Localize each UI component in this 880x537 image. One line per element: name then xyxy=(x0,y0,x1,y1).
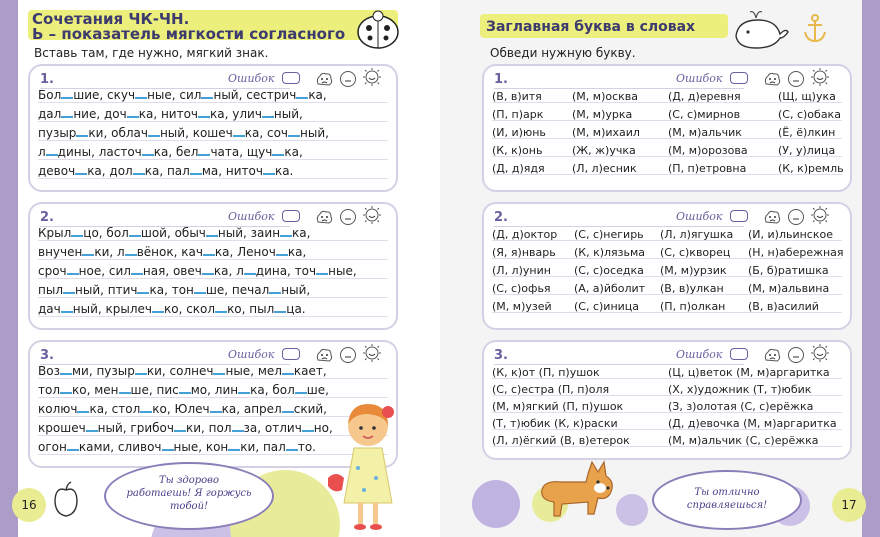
exercise-number: 2. xyxy=(494,210,508,225)
answer-blank[interactable] xyxy=(71,226,83,237)
answer-blank[interactable] xyxy=(162,440,174,451)
answer-blank[interactable] xyxy=(127,107,139,118)
error-label: Ошибок xyxy=(228,210,275,223)
sad-face-icon xyxy=(762,346,782,364)
neutral-face-icon xyxy=(786,346,806,364)
answer-blank[interactable] xyxy=(67,264,79,275)
error-count-box[interactable] xyxy=(282,72,300,84)
corgi-illustration xyxy=(536,460,620,526)
phrase-cell: (Д, д)евочка (М, м)аргаритка xyxy=(668,417,837,430)
word-cell: (Ё, ё)лкин xyxy=(778,126,836,139)
word-cell: (В, в)улкан xyxy=(660,282,724,295)
answer-blank[interactable] xyxy=(213,364,225,375)
word-cell: (Я, я)нварь xyxy=(492,246,556,259)
whale-icon xyxy=(730,6,790,50)
phrase-cell: (К, к)от (П, п)ушок xyxy=(492,366,600,379)
happy-sun-icon xyxy=(810,344,830,362)
word-cell: (Ж, ж)учка xyxy=(572,144,636,157)
answer-blank[interactable] xyxy=(61,302,73,313)
word-cell: (М, м)узей xyxy=(492,300,552,313)
answer-blank[interactable] xyxy=(60,383,72,394)
word-cell: (С, с)мирнов xyxy=(668,108,741,121)
phrase-cell: (Ц, ц)веток (М, м)аргаритка xyxy=(668,366,830,379)
ruled-line xyxy=(38,297,388,298)
praise-text: Ты здорово работаешь! Я горжусь тобой! xyxy=(126,475,252,512)
sad-face-icon xyxy=(762,70,782,88)
word-cell: (П, п)олкан xyxy=(660,300,726,313)
answer-blank[interactable] xyxy=(302,421,314,432)
answer-blank[interactable] xyxy=(198,107,210,118)
exercise-line: крошеч ный, грибоч ки, пол за, отлич но, xyxy=(38,421,333,435)
ruled-line xyxy=(38,159,388,160)
word-cell: (С, с)негирь xyxy=(574,228,644,241)
girl-illustration xyxy=(328,398,408,533)
anchor-icon xyxy=(802,14,828,44)
answer-blank[interactable] xyxy=(210,402,222,413)
word-cell: (Д, д)ядя xyxy=(492,162,545,175)
happy-sun-icon xyxy=(810,206,830,224)
word-cell: (С, с)кворец xyxy=(660,246,731,259)
answer-blank[interactable] xyxy=(46,145,58,156)
right-edge-strip xyxy=(862,0,880,537)
ruled-line xyxy=(38,121,388,122)
ruled-line xyxy=(38,316,388,317)
exercise-line: колюч ка, стол ко, Юлеч ка, апрел ский, xyxy=(38,402,327,416)
neutral-face-icon xyxy=(786,208,806,226)
exercise-card-1 xyxy=(482,64,852,192)
answer-blank[interactable] xyxy=(282,402,294,413)
instruction: Обведи нужную букву. xyxy=(490,46,636,60)
neutral-face-icon xyxy=(338,208,358,226)
answer-blank[interactable] xyxy=(262,107,274,118)
word-cell: (Щ, щ)ука xyxy=(778,90,836,103)
word-cell: (Н, н)абережная xyxy=(748,246,844,259)
word-cell: (С, с)офья xyxy=(492,282,551,295)
word-cell: (К, к)онь xyxy=(492,144,543,157)
answer-blank[interactable] xyxy=(142,145,154,156)
error-label: Ошибок xyxy=(676,210,723,223)
phrase-cell: (Х, х)удожник (Т, т)юбик xyxy=(668,383,812,396)
decor-blob xyxy=(616,494,648,526)
answer-blank[interactable] xyxy=(263,164,275,175)
page-title-line2: Ь – показатель мягкости согласного xyxy=(32,25,346,43)
neutral-face-icon xyxy=(786,70,806,88)
exercise-number: 1. xyxy=(40,72,54,87)
exercise-line: Бол шие, скуч ные, сил ный, сестрич ка, xyxy=(38,88,327,102)
exercise-card-1 xyxy=(28,64,398,192)
answer-blank[interactable] xyxy=(60,364,72,375)
answer-blank[interactable] xyxy=(316,264,328,275)
error-count-box[interactable] xyxy=(730,210,748,222)
answer-blank[interactable] xyxy=(148,126,160,137)
phrase-cell: (Л, л)ёгкий (В, в)етерок xyxy=(492,434,630,447)
page-number: 17 xyxy=(832,488,866,522)
exercise-line: Крыл цо, бол шой, обыч ный, заин ка, xyxy=(38,226,311,240)
word-cell: (Л, л)есник xyxy=(572,162,637,175)
decor-blob xyxy=(472,480,520,528)
answer-blank[interactable] xyxy=(286,440,298,451)
exercise-line: пузыр ки, облач ный, кошеч ка, соч ный, xyxy=(38,126,329,140)
answer-blank[interactable] xyxy=(228,440,240,451)
answer-blank[interactable] xyxy=(135,364,147,375)
left-edge-strip xyxy=(0,0,18,537)
answer-blank[interactable] xyxy=(296,88,308,99)
word-cell: (М, м)альвина xyxy=(748,282,830,295)
sad-face-icon xyxy=(314,346,334,364)
exercise-line: сроч ное, сил ная, овеч ка, л дина, точ ные, xyxy=(38,264,357,278)
answer-blank[interactable] xyxy=(140,402,152,413)
happy-sun-icon xyxy=(362,344,382,362)
exercise-number: 3. xyxy=(40,348,54,363)
answer-blank[interactable] xyxy=(133,164,145,175)
answer-blank[interactable] xyxy=(119,383,131,394)
sad-face-icon xyxy=(762,208,782,226)
answer-blank[interactable] xyxy=(295,383,307,394)
error-label: Ошибок xyxy=(676,72,723,85)
answer-blank[interactable] xyxy=(269,283,281,294)
word-cell: (С, с)иница xyxy=(574,300,640,313)
answer-blank[interactable] xyxy=(272,145,284,156)
phrase-cell: (Т, т)юбик (К, к)раски xyxy=(492,417,618,430)
sad-face-icon xyxy=(314,70,334,88)
word-cell: (И, и)льинское xyxy=(748,228,833,241)
word-cell: (И, и)юнь xyxy=(492,126,546,139)
exercise-line: дал ние, доч ка, ниточ ка, улич ный, xyxy=(38,107,303,121)
answer-blank[interactable] xyxy=(129,226,141,237)
phrase-cell: (З, з)олотая (С, с)ерёжка xyxy=(668,400,814,413)
exercise-line: тол ко, мен ше, пис мо, лин ка, бол ше, xyxy=(38,383,329,397)
answer-blank[interactable] xyxy=(86,421,98,432)
ruled-line xyxy=(38,259,388,260)
ruled-line xyxy=(38,278,388,279)
answer-blank[interactable] xyxy=(125,245,137,256)
exercise-card-2 xyxy=(482,202,852,330)
answer-blank[interactable] xyxy=(63,283,75,294)
page-title-line1: Сочетания ЧК-ЧН. xyxy=(32,10,190,28)
word-cell: (Л, л)ягушка xyxy=(660,228,734,241)
error-label: Ошибок xyxy=(228,72,275,85)
error-count-box[interactable] xyxy=(730,348,748,360)
answer-blank[interactable] xyxy=(135,88,147,99)
word-cell: (Б, б)ратишка xyxy=(748,264,829,277)
error-label: Ошибок xyxy=(676,348,723,361)
ladybug-icon xyxy=(355,8,401,50)
answer-blank[interactable] xyxy=(203,245,215,256)
exercise-line: пыл ный, птич ка, тон ше, печал ный, xyxy=(38,283,311,297)
exercise-line: огон ками, сливоч ные, кон ки, пал то. xyxy=(38,440,316,454)
answer-blank[interactable] xyxy=(131,264,143,275)
answer-blank[interactable] xyxy=(174,421,186,432)
page-title: Заглавная буква в словах xyxy=(486,19,696,35)
word-cell: (Д, д)октор xyxy=(492,228,558,241)
answer-blank[interactable] xyxy=(137,283,149,294)
word-cell: (С, с)обака xyxy=(778,108,841,121)
word-cell: (П, п)етровна xyxy=(668,162,747,175)
exercise-card-2 xyxy=(28,202,398,330)
ruled-line xyxy=(38,140,388,141)
exercise-line: Воз ми, пузыр ки, солнеч ные, мел кает, xyxy=(38,364,327,378)
exercise-line: л дины, ласточ ка, бел чата, щуч ка, xyxy=(38,145,303,159)
word-cell: (В, в)асилий xyxy=(748,300,819,313)
answer-blank[interactable] xyxy=(238,383,250,394)
ruled-line xyxy=(38,178,388,179)
word-cell: (М, м)альчик xyxy=(668,126,742,139)
number-underline xyxy=(494,88,744,89)
answer-blank[interactable] xyxy=(67,440,79,451)
answer-blank[interactable] xyxy=(233,126,245,137)
answer-blank[interactable] xyxy=(276,245,288,256)
word-cell: (М, м)орозова xyxy=(668,144,748,157)
neutral-face-icon xyxy=(338,346,358,364)
ruled-line xyxy=(38,102,388,103)
word-cell: (Д, д)еревня xyxy=(668,90,741,103)
answer-blank[interactable] xyxy=(198,145,210,156)
instruction: Вставь там, где нужно, мягкий знак. xyxy=(34,46,269,60)
phrase-cell: (М, м)ягкий (П, п)ушок xyxy=(492,400,624,413)
number-underline xyxy=(494,364,744,365)
word-cell: (У, у)лица xyxy=(778,144,836,157)
happy-sun-icon xyxy=(810,68,830,86)
error-label: Ошибок xyxy=(228,348,275,361)
word-cell: (М, м)ихаил xyxy=(572,126,640,139)
neutral-face-icon xyxy=(338,70,358,88)
happy-sun-icon xyxy=(362,206,382,224)
exercise-number: 1. xyxy=(494,72,508,87)
answer-blank[interactable] xyxy=(194,283,206,294)
exercise-line: дач ный, крылеч ко, скол ко, пыл ца. xyxy=(38,302,306,316)
error-count-box[interactable] xyxy=(282,348,300,360)
answer-blank[interactable] xyxy=(274,302,286,313)
apple-outline-icon xyxy=(52,480,80,520)
answer-blank[interactable] xyxy=(61,88,73,99)
error-count-box[interactable] xyxy=(730,72,748,84)
answer-blank[interactable] xyxy=(288,126,300,137)
answer-blank[interactable] xyxy=(202,264,214,275)
number-underline xyxy=(494,226,744,227)
phrase-cell: (М, м)альчик (С, с)ерёжка xyxy=(668,434,819,447)
exercise-card-3 xyxy=(482,340,852,460)
word-cell: (М, м)урка xyxy=(572,108,633,121)
word-cell: (С, с)оседка xyxy=(574,264,644,277)
ruled-line xyxy=(38,378,388,379)
exercise-line: внучен ки, л вёнок, кач ка, Леноч ка, xyxy=(38,245,307,259)
happy-sun-icon xyxy=(362,68,382,86)
page-number: 16 xyxy=(12,488,46,522)
answer-blank[interactable] xyxy=(61,107,73,118)
answer-blank[interactable] xyxy=(77,402,89,413)
exercise-line: девоч ка, дол ка, пал ма, ниточ ка. xyxy=(38,164,294,178)
answer-blank[interactable] xyxy=(190,164,202,175)
answer-blank[interactable] xyxy=(244,264,256,275)
answer-blank[interactable] xyxy=(82,245,94,256)
word-cell: (К, к)ремль xyxy=(778,162,844,175)
error-count-box[interactable] xyxy=(282,210,300,222)
word-cell: (М, м)урзик xyxy=(660,264,727,277)
word-cell: (А, а)йболит xyxy=(574,282,646,295)
word-cell: (М, м)осква xyxy=(572,90,639,103)
phrase-cell: (С, с)естра (П, п)оля xyxy=(492,383,610,396)
word-cell: (В, в)итя xyxy=(492,90,542,103)
answer-blank[interactable] xyxy=(232,421,244,432)
word-cell: (К, к)лязьма xyxy=(574,246,646,259)
sad-face-icon xyxy=(314,208,334,226)
word-cell: (Л, л)унин xyxy=(492,264,551,277)
answer-blank[interactable] xyxy=(152,302,164,313)
answer-blank[interactable] xyxy=(76,126,88,137)
answer-blank[interactable] xyxy=(280,226,292,237)
right-page xyxy=(440,0,880,537)
exercise-number: 2. xyxy=(40,210,54,225)
exercise-number: 3. xyxy=(494,348,508,363)
answer-blank[interactable] xyxy=(75,164,87,175)
answer-blank[interactable] xyxy=(201,88,213,99)
answer-blank[interactable] xyxy=(179,383,191,394)
praise-text: Ты отлично справляешься! xyxy=(686,487,768,511)
answer-blank[interactable] xyxy=(215,302,227,313)
word-cell: (П, п)арк xyxy=(492,108,544,121)
ruled-line xyxy=(38,240,388,241)
answer-blank[interactable] xyxy=(206,226,218,237)
answer-blank[interactable] xyxy=(282,364,294,375)
